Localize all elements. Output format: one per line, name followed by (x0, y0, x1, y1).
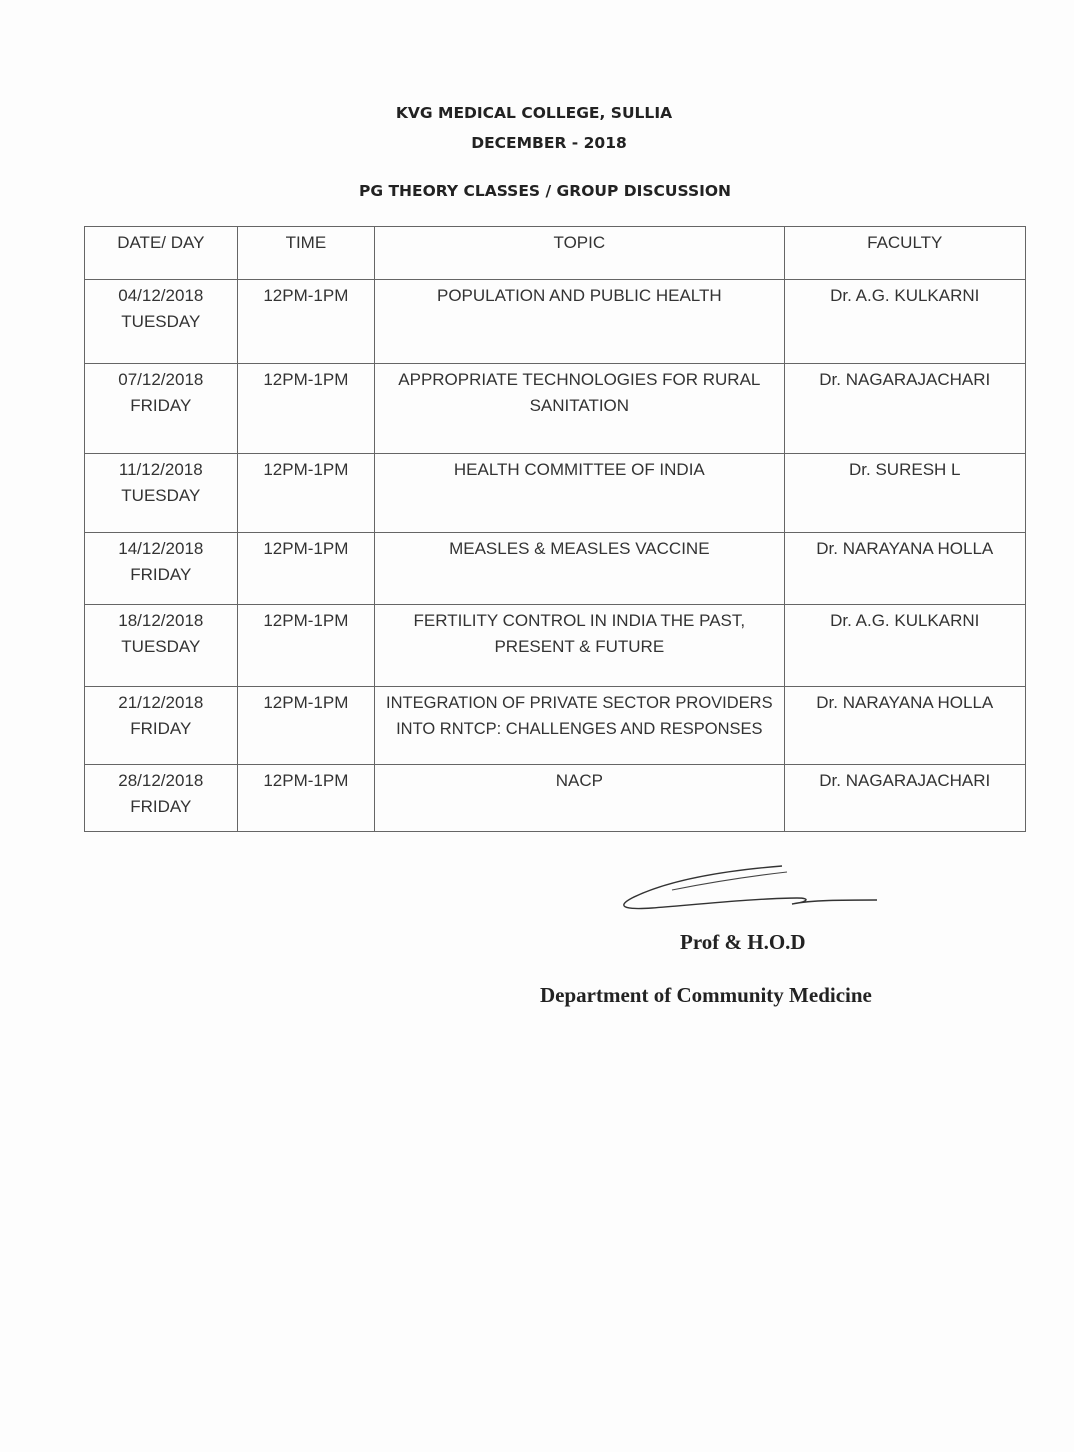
day: TUESDAY (121, 637, 201, 656)
date-cell (85, 454, 238, 533)
faculty-cell: Dr. NAGARAJACHARI (784, 765, 1025, 832)
document-title: PG THEORY CLASSES / GROUP DISCUSSION (358, 182, 732, 200)
day: TUESDAY (121, 312, 201, 331)
date: 21/12/2018 (118, 693, 204, 712)
column-header-topic: TOPIC (375, 227, 784, 280)
faculty-cell: Dr. SURESH L (784, 454, 1025, 533)
college-name: KVG MEDICAL COLLEGE, SULLIA (395, 104, 673, 122)
date: 28/12/2018 (118, 771, 204, 790)
column-header-time: TIME (237, 227, 374, 280)
table-row (85, 533, 1026, 605)
signature-image (612, 860, 882, 920)
time-cell: 12PM-1PM (237, 605, 374, 687)
day: FRIDAY (130, 797, 192, 816)
topic-cell: INTEGRATION OF PRIVATE SECTOR PROVIDERS INTO RNTCP: CHALLENGES AND RESPONSES (375, 687, 784, 765)
date: 18/12/2018 (118, 611, 204, 630)
column-header-faculty: FACULTY (784, 227, 1025, 280)
time-cell: 12PM-1PM (237, 533, 374, 605)
time-cell: 12PM-1PM (237, 454, 374, 533)
month-heading: DECEMBER - 2018 (471, 134, 627, 152)
time-cell: 12PM-1PM (237, 687, 374, 765)
table-row (85, 765, 1026, 832)
date: 14/12/2018 (118, 539, 204, 558)
date: 11/12/2018 (118, 460, 203, 479)
table-row (85, 687, 1026, 765)
time-cell: 12PM-1PM (237, 364, 374, 454)
date-cell (85, 280, 238, 364)
topic-cell: NACP (375, 765, 784, 832)
table-row (85, 605, 1026, 687)
date: 07/12/2018 (118, 370, 204, 389)
department-name: Department of Community Medicine (540, 983, 872, 1007)
table-row (85, 454, 1026, 533)
faculty-cell: Dr. A.G. KULKARNI (784, 605, 1025, 687)
time-cell: 12PM-1PM (237, 280, 374, 364)
faculty-cell: Dr. NARAYANA HOLLA (784, 687, 1025, 765)
topic-cell: HEALTH COMMITTEE OF INDIA (375, 454, 784, 533)
table-row (85, 364, 1026, 454)
faculty-cell: Dr. NAGARAJACHARI (784, 364, 1025, 454)
faculty-cell: Dr. NARAYANA HOLLA (784, 533, 1025, 605)
topic-cell: FERTILITY CONTROL IN INDIA THE PAST, PRESENT & FUTURE (375, 605, 784, 687)
day: FRIDAY (130, 565, 192, 584)
designation: Prof & H.O.D (680, 930, 806, 954)
topic-cell: POPULATION AND PUBLIC HEALTH (375, 280, 784, 364)
date-cell (85, 687, 238, 765)
date-cell (85, 364, 238, 454)
date-cell (85, 533, 238, 605)
table-header-row (85, 227, 1026, 280)
date: 04/12/2018 (118, 286, 204, 305)
day: FRIDAY (130, 719, 192, 738)
date-cell (85, 765, 238, 832)
topic-cell: APPROPRIATE TECHNOLOGIES FOR RURAL SANITATION (375, 364, 784, 454)
topic-cell: MEASLES & MEASLES VACCINE (375, 533, 784, 605)
day: TUESDAY (121, 486, 201, 505)
date-cell (85, 605, 238, 687)
day: FRIDAY (130, 396, 192, 415)
time-cell: 12PM-1PM (237, 765, 374, 832)
table-row (85, 280, 1026, 364)
column-header-date: DATE/ DAY (85, 227, 238, 280)
schedule-table (84, 226, 1026, 832)
faculty-cell: Dr. A.G. KULKARNI (784, 280, 1025, 364)
